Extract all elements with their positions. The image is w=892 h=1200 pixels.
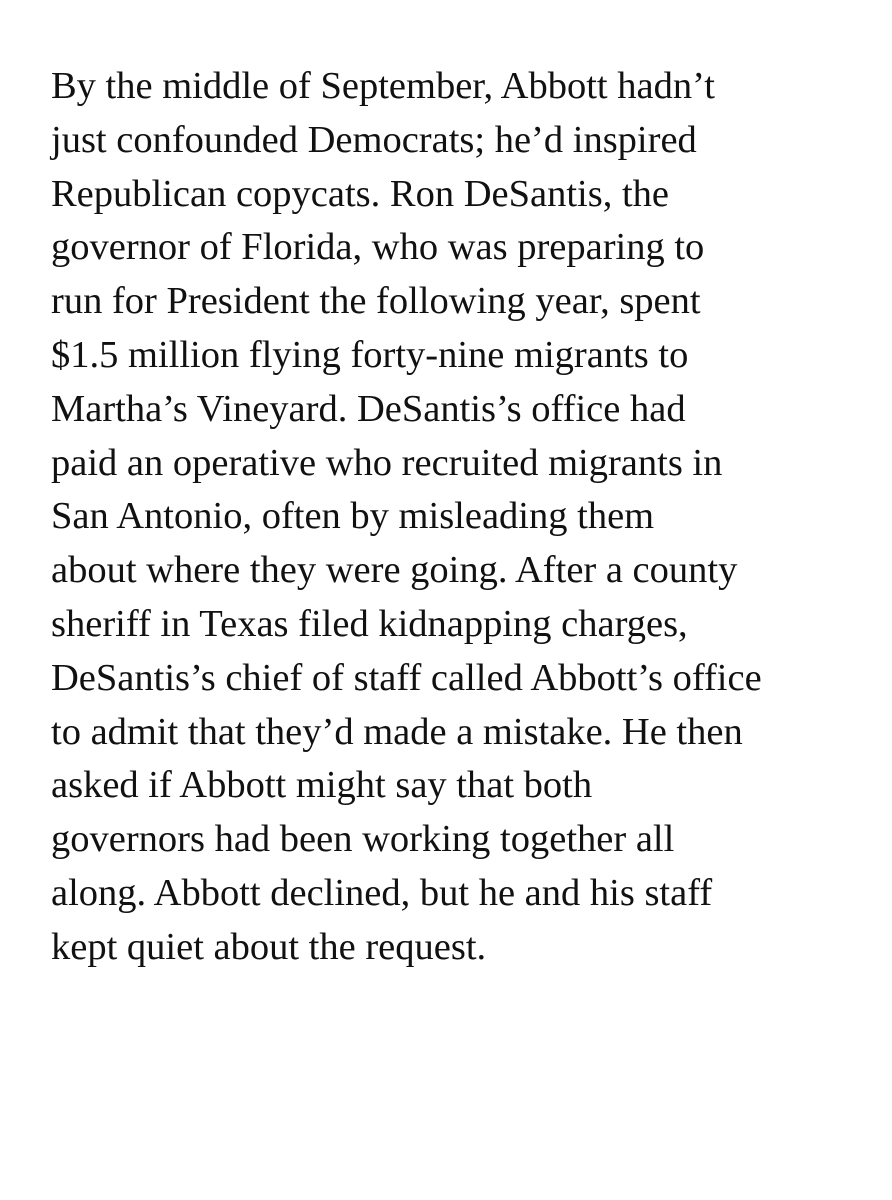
paragraph-line: San Antonio, often by misleading them bbox=[51, 495, 655, 538]
article-paragraph bbox=[51, 60, 881, 975]
paragraph-line: to admit that they’d made a mistake. He then bbox=[51, 710, 743, 753]
paragraph-line: By the middle of September, Abbott hadn’t bbox=[51, 65, 715, 107]
paragraph-line: governors had been working together all bbox=[51, 818, 675, 861]
paragraph-line: DeSantis’s chief of staff called Abbott’s office bbox=[51, 656, 762, 699]
paragraph-line: $1.5 million flying forty-nine migrants to bbox=[51, 333, 689, 376]
paragraph-line: governor of Florida, who was preparing to bbox=[51, 226, 705, 269]
paragraph-line: about where they were going. After a county bbox=[51, 549, 738, 592]
paragraph-line: asked if Abbott might say that both bbox=[51, 764, 593, 807]
paragraph-line: paid an operative who recruited migrants in bbox=[51, 441, 723, 484]
paragraph-line: Republican copycats. Ron DeSantis, the bbox=[51, 172, 670, 215]
paragraph-line: run for President the following year, spent bbox=[51, 280, 701, 323]
paragraph-line: along. Abbott declined, but he and his staff bbox=[51, 871, 713, 914]
paragraph-line: kept quiet about the request. bbox=[51, 925, 487, 968]
paragraph-line: sheriff in Texas filed kidnapping charges, bbox=[51, 602, 688, 645]
paragraph-line: just confounded Democrats; he’d inspired bbox=[51, 118, 697, 161]
paragraph-line: Martha’s Vineyard. DeSantis’s office had bbox=[51, 387, 686, 430]
